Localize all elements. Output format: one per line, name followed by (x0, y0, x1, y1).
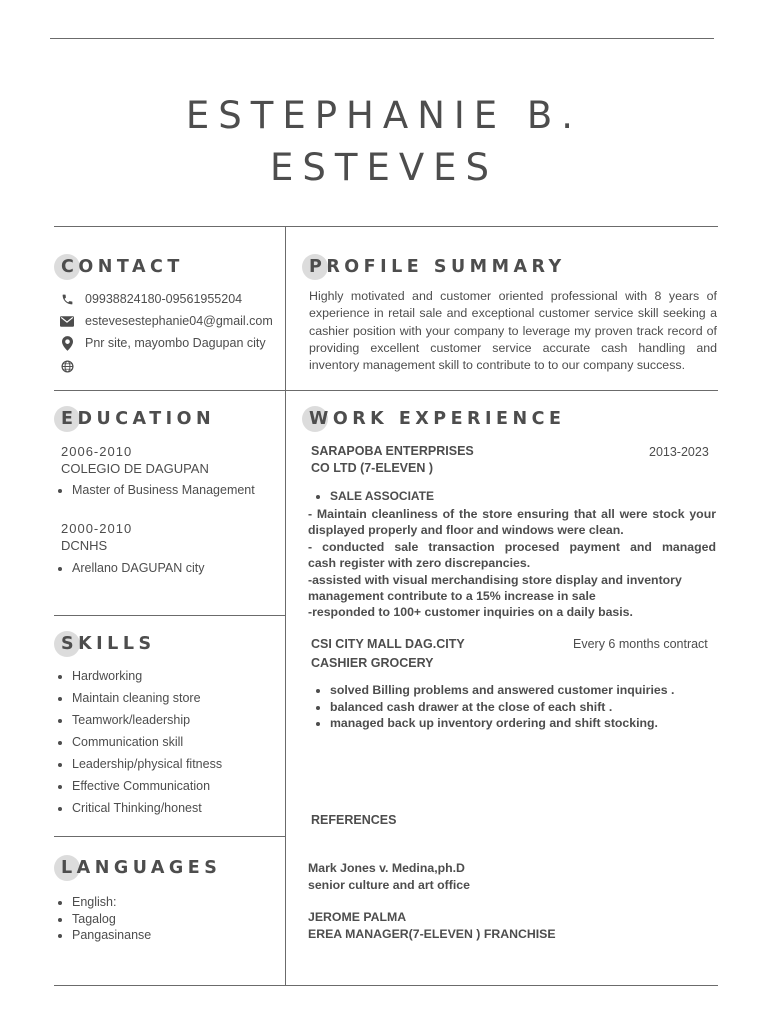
job1-duty-line: management contribute to a 15% increase in sale (308, 589, 596, 603)
list-item: • Communication skill (72, 731, 222, 753)
profile-summary-text: Highly motivated and customer oriented professional with 8 years of experience in retail sale and exceptional customer service skill seeking a cashier position with your company to leverage my proven track record of providing excellent customer service accurate cash handling and inventory management skill to contribute to to our company success. (309, 289, 717, 373)
job1-company-line2: CO LTD (7-ELEVEN ) (311, 461, 433, 475)
name-line-2: ESTEVES (269, 146, 499, 189)
list-item: • Arellano DAGUPAN city (72, 557, 204, 579)
job1-position (313, 488, 434, 505)
list-item: • Tagalog (72, 911, 151, 928)
job2-role: CASHIER GROCERY (311, 656, 434, 670)
job2-duties (313, 682, 674, 732)
reference-name: Mark Jones v. Medina,ph.D (308, 861, 465, 875)
references-heading: REFERENCES (311, 813, 397, 827)
reference-name: JEROME PALMA (308, 910, 407, 924)
education-years: 2006-2010 (61, 444, 133, 459)
education-details (55, 479, 255, 501)
reference-title: EREA MANAGER(7-ELEVEN ) FRANCHISE (308, 927, 556, 941)
column-divider (285, 226, 286, 986)
list-item: • Pangasinanse (72, 927, 151, 944)
list-item: • Hardworking (72, 665, 222, 687)
list-item: • Leadership/physical fitness (72, 753, 222, 775)
list-item: • Maintain cleaning store (72, 687, 222, 709)
languages-list (55, 894, 151, 944)
reference-title: senior culture and art office (308, 878, 470, 892)
skills-heading: SKILLS (61, 634, 156, 654)
education-years: 2000-2010 (61, 521, 133, 536)
top-rule (50, 38, 714, 39)
languages-heading: LANGUAGES (61, 858, 221, 878)
list-item: • Effective Communication (72, 775, 222, 797)
list-item: • managed back up inventory ordering and shift stocking. (330, 715, 674, 732)
divider-left-1 (54, 390, 285, 391)
education-heading: EDUCATION (61, 409, 215, 429)
job1-period: 2013-2023 (649, 445, 709, 459)
list-item: • Master of Business Management (72, 479, 255, 501)
job2-period: Every 6 months contract (573, 637, 708, 651)
profile-summary-heading: PROFILE SUMMARY (309, 257, 566, 277)
list-item: • Teamwork/leadership (72, 709, 222, 731)
list-item: • Critical Thinking/honest (72, 797, 222, 819)
list-item: • solved Billing problems and answered customer inquiries . (330, 682, 674, 699)
divider-left-3 (54, 836, 285, 837)
job1-duty-line: -responded to 100+ customer inquiries on a daily basis. (308, 605, 633, 619)
job1-duty-line: displayed properly and floor and windows were clean. (308, 523, 624, 537)
contact-email (60, 311, 273, 331)
contact-phone (60, 289, 242, 309)
phone-icon (60, 292, 74, 306)
job1-duty-line: cash register with zero discrepancies. (308, 556, 531, 570)
location-pin-icon (60, 336, 74, 350)
email-address[interactable]: estevesestephanie04@gmail.com (85, 314, 273, 328)
phone-number: 09938824180-09561955204 (85, 292, 243, 306)
contact-heading: CONTACT (61, 257, 184, 277)
address: Pnr site, mayombo Dagupan city (85, 336, 266, 350)
job2-company: CSI CITY MALL DAG.CITY (311, 637, 465, 651)
globe-icon (60, 359, 74, 373)
job1-duty-line: - Maintain cleanliness of the store ensuring that all were stock your (308, 507, 716, 521)
divider-left-2 (54, 615, 285, 616)
name-line-1: ESTEPHANIE B. (185, 94, 583, 137)
skills-list (55, 665, 222, 819)
header-divider (54, 226, 718, 227)
job1-duty-line: - conducted sale transaction procesed payment and managed (308, 540, 716, 554)
list-item: • SALE ASSOCIATE (330, 488, 434, 505)
job1-duty-line: -assisted with visual merchandising store display and inventory (308, 573, 682, 587)
divider-right-1 (285, 390, 718, 391)
job1-company: SARAPOBA ENTERPRISES (311, 444, 474, 458)
work-experience-heading: WORK EXPERIENCE (309, 409, 565, 429)
mail-icon (60, 314, 74, 328)
bottom-rule (54, 985, 718, 986)
education-details (55, 557, 204, 579)
list-item: • balanced cash drawer at the close of each shift . (330, 699, 674, 716)
education-school: COLEGIO DE DAGUPAN (61, 461, 209, 476)
list-item: • English: (72, 894, 151, 911)
contact-address (60, 333, 266, 353)
contact-website (60, 356, 85, 376)
education-school: DCNHS (61, 538, 108, 553)
